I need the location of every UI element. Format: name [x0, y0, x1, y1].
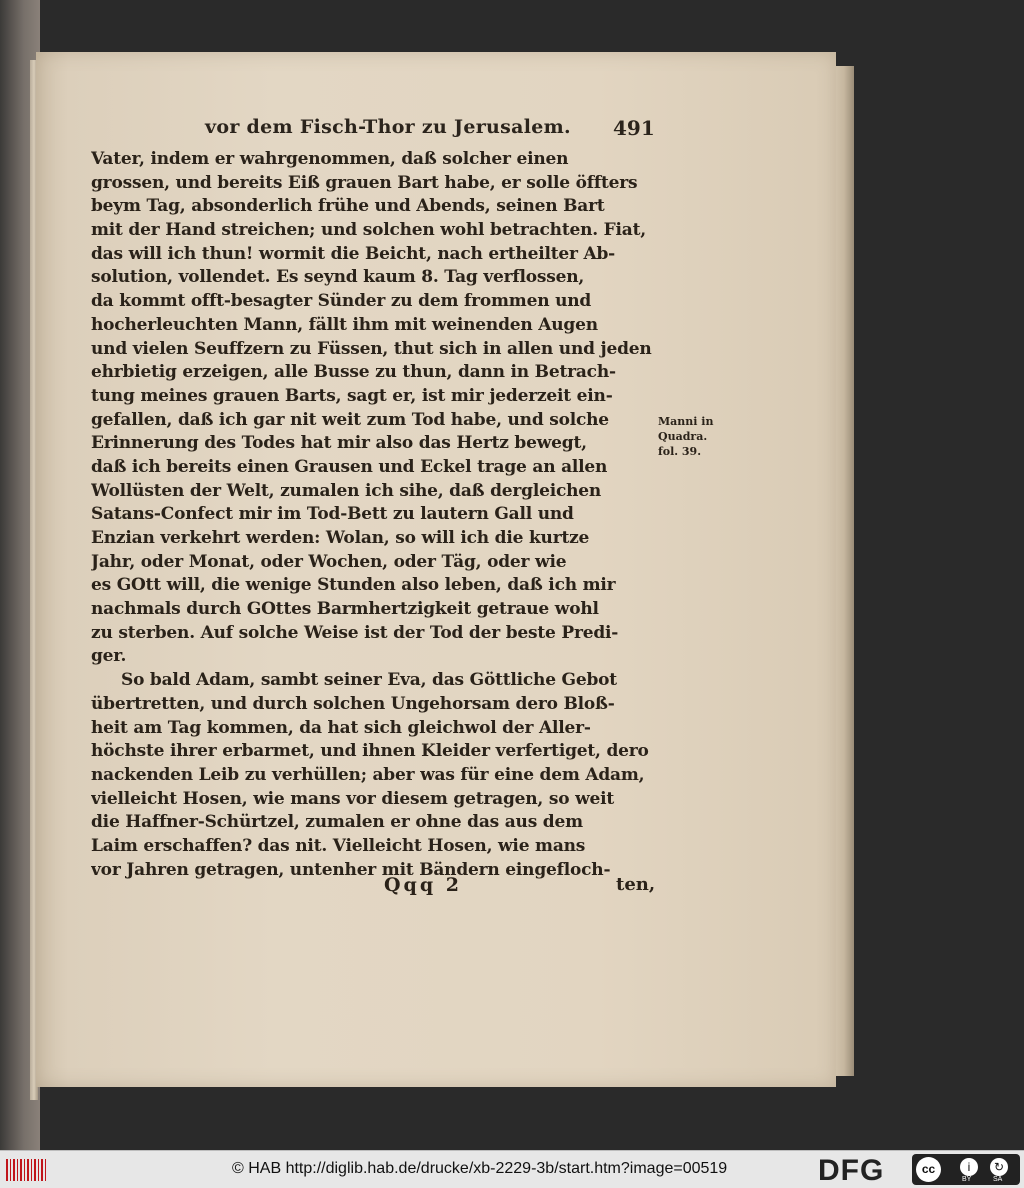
credit-link[interactable]: © HAB http://diglib.hab.de/drucke/xb-2229-3b/start.htm?image=00519	[232, 1160, 728, 1177]
margin-note	[658, 414, 718, 459]
text-line: da kommt offt-besagter Sünder zu dem frommen und	[91, 291, 592, 312]
text-line: Wollüsten der Welt, zumalen ich sihe, daß dergleichen	[91, 480, 602, 501]
text-line: beym Tag, absonderlich frühe und Abends, seinen Bart	[91, 196, 605, 217]
text-line: nachmals durch GOttes Barmhertzigkeit getraue wohl	[91, 599, 599, 620]
page-edge	[834, 66, 854, 1076]
text-line: übertretten, und durch solchen Ungehorsam dero Bloß-	[91, 693, 615, 714]
text-line: nackenden Leib zu verhüllen; aber was für eine dem Adam,	[91, 764, 645, 785]
cc-icon: cc	[916, 1157, 941, 1182]
text-line: und vielen Seuffzern zu Füssen, thut sich in allen und jeden	[91, 338, 652, 359]
text-line: So bald Adam, sambt seiner Eva, das Göttliche Gebot	[121, 670, 617, 691]
text-line: die Haffner-Schürtzel, zumalen er ohne das aus dem	[91, 812, 583, 833]
margin-note-line: Manni in	[658, 415, 714, 428]
margin-note-line: Quadra.	[658, 430, 708, 443]
barcode-icon	[6, 1159, 46, 1181]
text-line: Erinnerung des Todes hat mir also das Hertz bewegt,	[91, 433, 587, 454]
text-line: heit am Tag kommen, da hat sich gleichwol der Aller-	[91, 717, 591, 738]
body-text	[91, 148, 661, 882]
page-number: 491	[613, 116, 655, 140]
text-line: vor Jahren getragen, untenher mit Bändern eingefloch-	[91, 859, 611, 880]
text-line: hocherleuchten Mann, fällt ihm mit weinenden Augen	[91, 314, 598, 335]
text-line: grossen, und bereits Eiß grauen Bart habe, er solle öffters	[91, 172, 638, 193]
adjacent-page-strip	[0, 0, 40, 1150]
text-line: Jahr, oder Monat, oder Wochen, oder Täg, oder wie	[91, 551, 567, 572]
text-line: solution, vollendet. Es seynd kaum 8. Tag verflossen,	[91, 267, 585, 288]
text-line: höchste ihrer erbarmet, und ihnen Kleider verfertiget, dero	[91, 741, 649, 762]
text-line: Vater, indem er wahrgenommen, daß solcher einen	[91, 149, 569, 169]
footer-bar	[0, 1150, 1024, 1188]
text-line: daß ich bereits einen Grausen und Eckel trage an allen	[91, 456, 608, 477]
text-line: Laim erschaffen? das nit. Vielleicht Hosen, wie mans	[91, 835, 586, 856]
text-line: tung meines grauen Barts, sagt er, ist mir jederzeit ein-	[91, 385, 613, 406]
text-line: ger.	[91, 646, 127, 667]
text-line: vielleicht Hosen, wie mans vor diesem getragen, so weit	[91, 788, 615, 809]
text-line: zu sterben. Auf solche Weise ist der Tod der beste Predi-	[91, 622, 619, 643]
text-line: das will ich thun! wormit die Beicht, nach ertheilter Ab-	[91, 243, 615, 264]
text-line: Enzian verkehrt werden: Wolan, so will ich die kurtze	[91, 528, 590, 548]
attribution-icon: i	[960, 1158, 978, 1176]
margin-note-line: fol. 39.	[658, 445, 702, 458]
text-line: es GOtt will, die wenige Stunden also leben, daß ich mir	[91, 575, 616, 596]
text-line: mit der Hand streichen; und solchen wohl betrachten. Fiat,	[91, 220, 646, 241]
running-title: vor dem Fisch-Thor zu Jerusalem.	[205, 116, 571, 138]
text-line: Satans-Confect mir im Tod-Bett zu lautern Gall und	[91, 504, 574, 525]
dfg-logo: DFG	[818, 1154, 885, 1187]
text-line: ehrbietig erzeigen, alle Busse zu thun, dann in Betrach-	[91, 362, 616, 383]
cc-license-badge[interactable]	[912, 1154, 1020, 1185]
share-alike-icon: ↻	[990, 1158, 1008, 1176]
text-line: gefallen, daß ich gar nit weit zum Tod habe, und solche	[91, 409, 609, 430]
sa-label: SA	[993, 1176, 1003, 1183]
signature-mark: Qqq 2	[384, 874, 462, 896]
by-label: BY	[962, 1176, 972, 1183]
catchword: ten,	[616, 874, 656, 895]
